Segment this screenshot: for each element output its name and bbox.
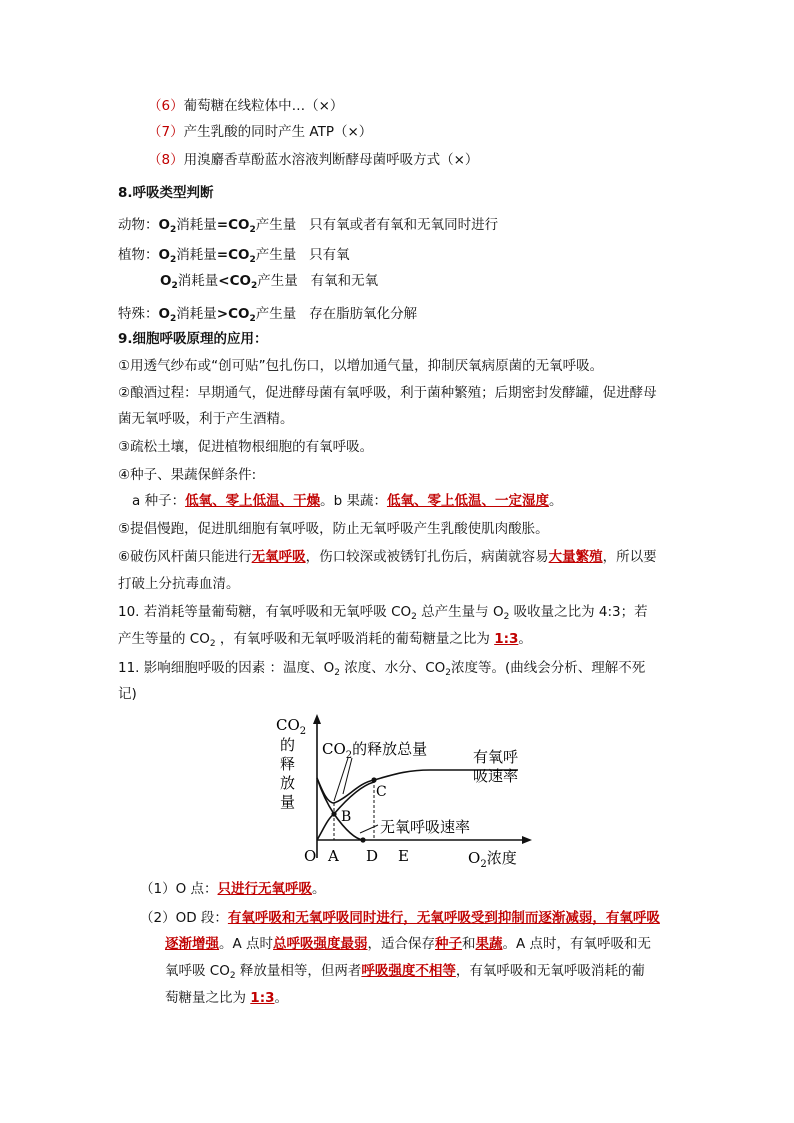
pointer-4 (360, 825, 378, 833)
animal-note: 只有氧或者有氧和无氧同时进行 (309, 217, 499, 233)
consume: 消耗量 (177, 273, 219, 289)
s9-item-5: ⑤提倡慢跑，促进肌细胞有氧呼吸，防止无氧呼吸产生乳酸使肌肉酸胀。 (118, 521, 549, 537)
tick-e: E (398, 847, 409, 865)
co2: CO (391, 604, 412, 620)
animal-row (118, 215, 498, 235)
t: 总产生量与 (416, 604, 493, 620)
s10-line-2 (118, 629, 532, 649)
s9-item-2b: 菌无氧呼吸，利于产生酒精。 (118, 411, 294, 427)
s9-item-4-detail (132, 491, 562, 511)
answer: 种子 (435, 936, 463, 952)
produce: 产生量 (255, 247, 297, 263)
aerobic-label-2: 吸速率 (473, 767, 519, 785)
pointer-2 (343, 758, 352, 794)
s9-item-1: ①用透气纱布或“创可贴”包扎伤口，以增加通气量，抑制厌氧病原菌的无氧呼吸。 (118, 358, 604, 374)
answer: 只进行无氧呼吸 (217, 881, 313, 897)
sub: 2 (169, 255, 177, 265)
produce: 产生量 (255, 217, 297, 233)
total-co2-label: $CO_2$的释放总量 (322, 740, 428, 761)
t: 吸收量之比为 4:3；若 (509, 604, 648, 620)
special-note: 存在脂肪氧化分解 (309, 306, 418, 322)
y-label-co2: $CO_2$ (276, 716, 307, 737)
y-label-2: 的 (280, 736, 296, 754)
s11-line-2: 记) (118, 686, 137, 702)
item-number: （7） (148, 124, 184, 140)
plant-label: 植物： (118, 247, 159, 263)
t: 氧呼吸 (165, 963, 210, 979)
list-item (148, 122, 372, 142)
animal-label: 动物： (118, 217, 159, 233)
special-label: 特殊： (118, 306, 159, 322)
item-text: 葡萄糖在线粒体中…（×） (183, 98, 344, 114)
point-c-dot (371, 777, 376, 782)
list-item (148, 150, 478, 170)
seed-conditions: 低氧、零上低温、干燥 (185, 493, 321, 509)
s9-item-4: ④种子、果蔬保鲜条件: (118, 467, 257, 483)
t: 浓度等。(曲线会分析、理解不死 (451, 660, 646, 676)
t: 。A 点时，有氧呼吸和无 (502, 936, 652, 952)
sub: 2 (249, 225, 256, 235)
x-label: $O_2$浓度 (468, 849, 517, 870)
t: 。 (518, 631, 532, 647)
op: < (218, 273, 230, 289)
co2: CO (228, 217, 250, 233)
sub: 2 (445, 668, 452, 678)
sub: 2 (229, 971, 236, 981)
consume: 消耗量 (176, 247, 217, 263)
item-text: 用溴麝香草酚蓝水溶液判断酵母菌呼吸方式（×） (183, 152, 479, 168)
t: ，伤口较深或被锈钉扎伤后，病菌就容易 (305, 549, 549, 565)
fruit-conditions: 低氧、零上低温、一定湿度 (386, 493, 549, 509)
co2: CO (189, 631, 210, 647)
special-row (118, 304, 417, 324)
y-label-5: 量 (280, 793, 296, 811)
plant-row-1 (118, 245, 350, 265)
consume: 消耗量 (176, 217, 217, 233)
sub: 2 (169, 225, 177, 235)
item-number: （8） (148, 152, 184, 168)
anaerobic-rate-curve (317, 778, 363, 840)
co2: CO (209, 963, 230, 979)
t: 和 (462, 936, 476, 952)
y-label-3: 释 (280, 755, 296, 773)
sub: 2 (250, 281, 258, 291)
t: ，适合保存 (367, 936, 436, 952)
point-c-label: C (376, 784, 387, 800)
o2: O (158, 217, 170, 233)
answer-2-line-3 (165, 961, 645, 981)
seed-label: a 种子： (132, 493, 186, 509)
sub: 2 (171, 281, 178, 291)
op: = (216, 247, 229, 263)
section-8-heading: 8.呼吸类型判断 (118, 185, 214, 201)
co2: CO (425, 660, 446, 676)
sub: 2 (249, 314, 256, 324)
t: 10. 若消耗等量葡萄糖，有氧呼吸和无氧呼吸 (118, 604, 392, 620)
s9-item-2a: ②酿酒过程：早期通气，促进酵母菌有氧呼吸，利于菌种繁殖；后期密封发酵罐，促进酵母 (118, 385, 657, 401)
answer: 呼吸强度不相等 (361, 963, 456, 979)
t: 产生等量的 (118, 631, 190, 647)
pointer-1 (334, 758, 348, 801)
anaerobic-label: 无氧呼吸速率 (380, 818, 471, 836)
tick-d: D (366, 847, 379, 865)
item-text: 产生乳酸的同时产生 ATP（×） (183, 124, 373, 140)
op: > (216, 306, 229, 322)
answer: 总呼吸强度最弱 (273, 936, 368, 952)
t: ，所以要 (602, 549, 657, 565)
list-item (148, 96, 343, 116)
s10-line-1 (118, 602, 648, 622)
y-axis-arrow (313, 714, 321, 724)
o2: O (323, 660, 335, 676)
s9-item-3: ③疏松土壤，促进植物根细胞的有氧呼吸。 (118, 439, 374, 455)
sub: 2 (209, 639, 216, 649)
co2: CO (228, 247, 250, 263)
plant-row-2 (160, 271, 378, 291)
answer: 逐渐增强 (165, 936, 219, 952)
section-9-heading: 9.细胞呼吸原理的应用： (118, 331, 268, 347)
sub: 2 (169, 314, 177, 324)
t: ⑥破伤风杆菌只能进行 (118, 549, 252, 565)
answer: 无氧呼吸 (251, 549, 306, 565)
tick-o: O (304, 847, 317, 865)
t: 释放量相等，但两者 (235, 963, 362, 979)
produce: 产生量 (257, 273, 298, 289)
point-b-label: B (341, 809, 352, 825)
s9-item-6 (118, 547, 657, 567)
t: 。 (274, 990, 288, 1006)
co2: CO (228, 306, 250, 322)
co2: CO (229, 273, 251, 289)
t: ，有氧呼吸和无氧呼吸消耗的葡 (455, 963, 645, 979)
answer-1 (140, 879, 326, 899)
sub: 2 (334, 668, 340, 678)
item-number: （6） (148, 98, 184, 114)
plant-note-1: 只有氧 (309, 247, 350, 263)
o2: O (158, 306, 170, 322)
tick-a: A (328, 847, 339, 865)
o2: O (492, 604, 504, 620)
fruit-label: 。b 果蔬： (320, 493, 387, 509)
end: 。 (548, 493, 563, 509)
t: （1）O 点： (140, 881, 218, 897)
respiration-curve-figure (270, 708, 540, 873)
sub: 2 (411, 612, 417, 622)
plant-note-2: 有氧和无氧 (310, 273, 379, 289)
answer: 果蔬 (475, 936, 503, 952)
t: 浓度、水分、 (339, 660, 426, 676)
point-d-dot (360, 837, 365, 842)
s9-item-6b: 打破上分抗毒血清。 (118, 576, 240, 592)
t: 萄糖量之比为 (165, 990, 251, 1006)
o2: O (160, 273, 172, 289)
consume: 消耗量 (176, 306, 217, 322)
answer-2-line-4 (165, 988, 288, 1008)
answer-2-line-1 (140, 908, 660, 928)
t: 。A 点时 (219, 936, 274, 952)
op: = (216, 217, 229, 233)
answer: 有氧呼吸和无氧呼吸同时进行，无氧呼吸受到抑制而逐渐减弱，有氧呼吸 (227, 910, 660, 926)
sub: 2 (503, 612, 510, 622)
t: ，有氧呼吸和无氧呼吸消耗的葡萄糖量之比为 (215, 631, 495, 647)
answer: 1:3 (250, 990, 275, 1006)
t: 11. 影响细胞呼吸的因素 ：温度、 (118, 660, 324, 676)
answer: 1:3 (494, 631, 519, 647)
y-label-4: 放 (280, 774, 296, 792)
answer-2-line-2 (165, 934, 651, 954)
point-b-dot (331, 811, 336, 816)
answer: 大量繁殖 (548, 549, 603, 565)
produce: 产生量 (255, 306, 297, 322)
s11-line-1 (118, 658, 645, 678)
aerobic-label-1: 有氧呼 (473, 748, 519, 766)
sub: 2 (249, 255, 256, 265)
t: 。 (312, 881, 326, 897)
t: （2）OD 段： (140, 910, 228, 926)
x-axis-arrow (522, 836, 532, 844)
o2: O (158, 247, 170, 263)
